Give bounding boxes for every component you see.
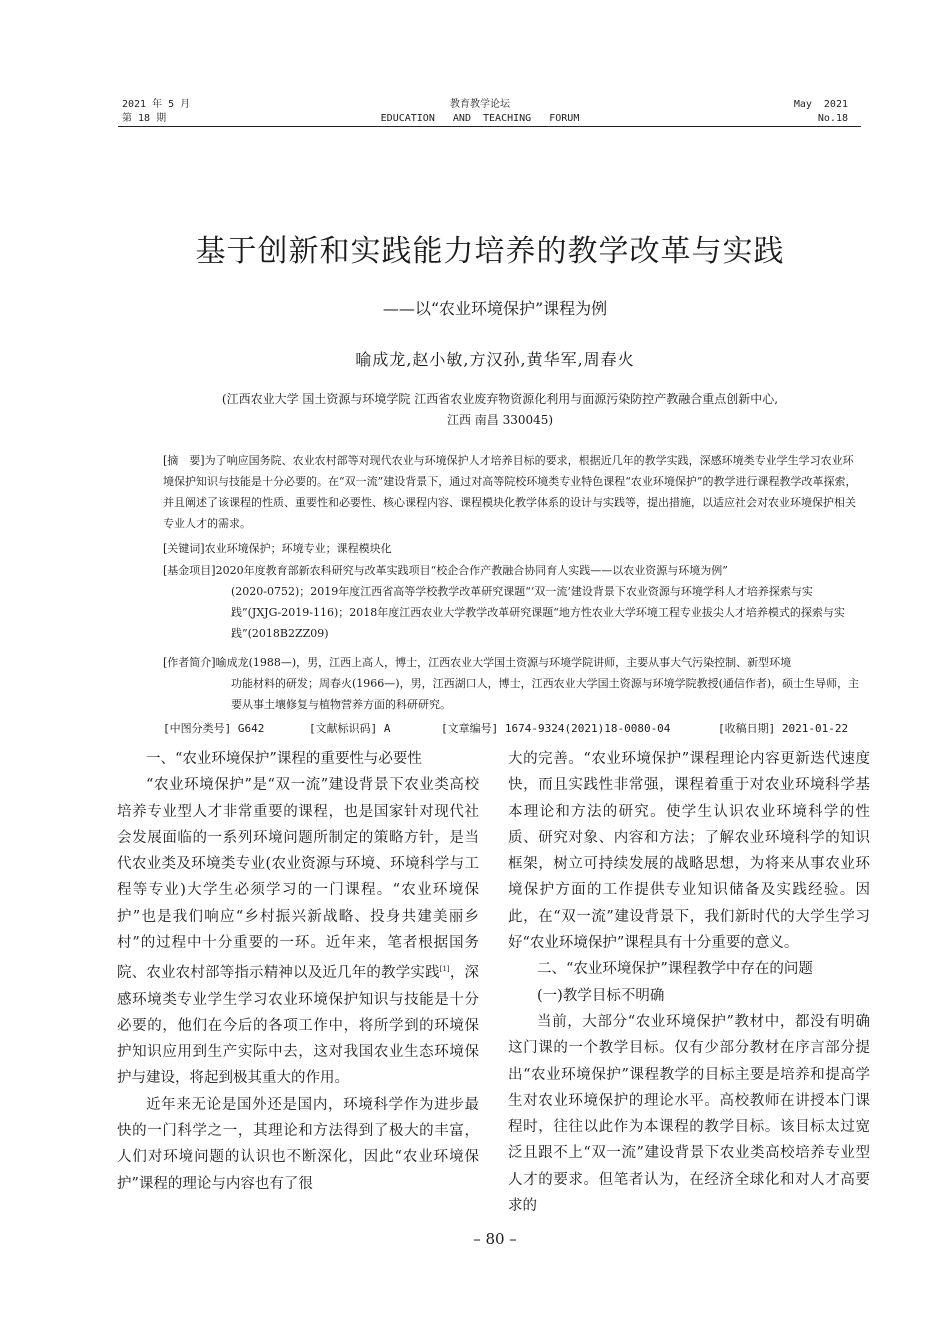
paragraph-4: 当前，大部分“农业环境保护”教材中，都没有明确这门课的一个教学目标。仅有少部分教材在序言部分提出“农业环境保护”课程教学的目标主要是培养和提高学生对农业环境保护的理论水平。高校教师在讲授本门课程时，往往以此作为本课程的教学目标。该目标太过宽泛且跟不上“双一流”建设背景下农业类高校培养专业型人才的要求。但笔者认为，在经济全球化和对人才高要求的 xyxy=(508,1013,870,1215)
abstract-label: [摘 要] xyxy=(163,454,205,467)
funding-line-2: (2020-0752)；2019年度江西省高等学校教学改革研究课题“‘双一流’建设背景下农业资源与环境学科人才培养探索与实践”(JXJG-2019-116)；2018年度江西农业大学教学改革研究课题“地方性农业大学环境工程专业拔尖人才培养模式的探索与实践”(2018B2ZZ09) xyxy=(231,585,845,640)
funding-line-1: 2020年度教育部新农科研究与改革实践项目“校企合作产教融合协同育人实践——以农业资源与环境为例” xyxy=(215,564,728,577)
keywords xyxy=(163,538,863,559)
header-journal-en: EDUCATION AND TEACHING FORUM xyxy=(380,113,580,124)
funding xyxy=(163,560,863,644)
paper-subtitle: ——以“农业环境保护”课程为例 xyxy=(382,299,608,318)
journal-name xyxy=(340,98,620,126)
authorinfo-line-1: 喻成龙(1988—)，男，江西上高人，博士，江西农业大学国土资源与环境学院讲师，主要从事大气污染控制、新型环境 xyxy=(215,656,792,669)
class-number: [中图分类号] G642 xyxy=(163,722,265,735)
paragraph-2: 近年来无论是国外还是国内，环境科学作为进步最快的一门科学之一，其理论和方法得到了极大的丰富，人们对环境问题的认识也不断深化，因此“农业环境保护”课程的理论与内容也有了很 xyxy=(117,1096,479,1192)
article-number: [文章编号] 1674-9324(2021)18-0080-04 xyxy=(441,722,671,735)
author-list: 喻成龙,赵小敏,方汉孙,黄华军,周春火 xyxy=(355,350,635,369)
section-heading-1: 一、“农业环境保护”课程的重要性与必要性 xyxy=(146,751,422,767)
authorinfo-label: [作者简介] xyxy=(163,656,216,669)
subsection-heading-1: (一)教学目标不明确 xyxy=(537,987,665,1004)
journal-date-issue-en xyxy=(794,98,848,126)
affiliation-line-2: 江西 南昌 330045) xyxy=(446,413,554,427)
authorinfo-line-2: 功能材料的研发；周春火(1966—)，男，江西湖口人，博士，江西农业大学国土资源与环境学院教授(通信作者)，硕士生导师，主要从事土壤修复与植物营养方面的科研研究。 xyxy=(231,677,860,711)
paragraph-1-end: ，深感环境类专业学生学习农业环境保护知识与技能是十分必要的，他们在今后的各项工作中，将所学到的环境保护知识应用到生产实际中去，这对我国农业生态环境保护与建设，将起到极其重大的作用。 xyxy=(117,965,480,1087)
keywords-text: 农业环境保护；环境专业；课程模块化 xyxy=(204,542,392,555)
header-issue-en: No.18 xyxy=(817,113,848,124)
received-date: [收稿日期] 2021-01-22 xyxy=(718,722,849,735)
paragraph-1 xyxy=(117,772,479,1091)
header-rule xyxy=(118,126,861,127)
left-column xyxy=(117,746,479,1197)
header-issue: 第 18 期 xyxy=(122,113,167,124)
paragraph-1-text: “农业环境保护”是“双一流”建设背景下农业类高校培养专业型人才非常重要的课程，也是国家针对现代社会发展面临的一系列环境问题所制定的策略方针，是当代农业类及环境类专业(农业资源与环境、环境科学与工程等专业)大学生必须学习的一门课程。“农业环境保护”也是我们响应“乡村振兴新战略、投身共建美丽乡村”的过程中十分重要的一环。近年来，笔者根据国务院、农业农村部等指示精神以及近几年的教学实践 xyxy=(117,777,479,982)
header-journal-cn: 教育教学论坛 xyxy=(450,99,510,110)
affiliation-line-1: (江西农业大学 国土资源与环境学院 江西省农业废弃物资源化利用与面源污染防控产教融合重点创新中心, xyxy=(221,392,779,406)
paragraph-3: 大的完善。“农业环境保护”课程理论内容更新迭代速度快，而且实践性非常强，课程着重于对农业环境科学基本理论和方法的研究。使学生认识农业环境科学的性质、研究对象、内容和方法；了解农业环境科学的知识框架，树立可持续发展的战略思想，为将来从事农业环境保护方面的工作提供专业知识储备及实践经验。因此，在“双一流”建设背景下，我们新时代的大学生学习好“农业环境保护”课程具有十分重要的意义。 xyxy=(508,751,870,952)
abstract-text: 为了响应国务院、农业农村部等对现代农业与环境保护人才培养目标的要求，根据近几年的教学实践，深感环境类专业学生学习农业环境保护知识与技能是十分必要的。在“双一流”建设背景下，通过对高等院校环境类专业特色课程“农业环境保护”的教学进行课程教学改革探索，并且阐述了该课程的性质、重要性和必要性、核心课程内容、课程模块化教学体系的设计与实践等，提出措施，以适应社会对农业环境保护相关专业人才的需求。 xyxy=(163,454,857,530)
funding-label: [基金项目] xyxy=(163,564,216,577)
keywords-label: [关键词] xyxy=(163,542,205,555)
header-date-en: May 2021 xyxy=(793,99,848,110)
author-info xyxy=(163,652,863,715)
document-code: [文献标识码] A xyxy=(309,722,391,735)
right-column xyxy=(508,746,870,1219)
citation-ref: [1] xyxy=(439,965,450,974)
section-heading-2: 二、“农业环境保护”课程教学中存在的问题 xyxy=(537,961,813,978)
affiliation xyxy=(150,389,850,431)
paper-title: 基于创新和实践能力培养的教学改革与实践 xyxy=(195,234,785,269)
abstract xyxy=(163,450,863,534)
journal-date-issue xyxy=(122,98,190,126)
page-number: – 80 – xyxy=(473,1230,517,1248)
header-date: 2021 年 5 月 xyxy=(122,99,191,110)
